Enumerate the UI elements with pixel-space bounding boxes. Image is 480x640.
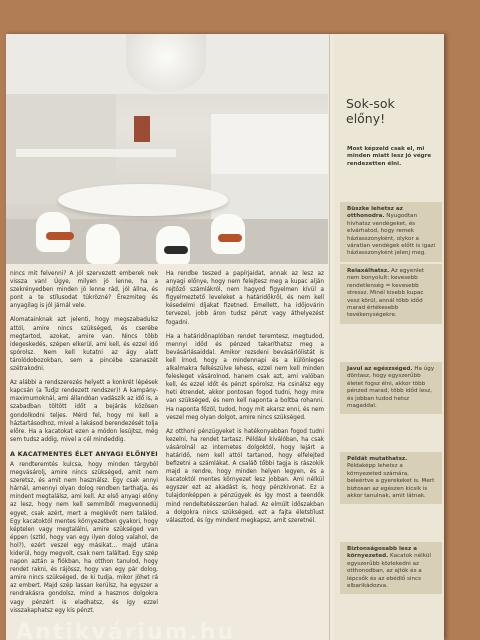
text-column-2: [166, 270, 324, 531]
sidebar-title: Sok-sok előny!: [346, 96, 395, 126]
sidebar-box: Relaxálhatsz. Az egyenlet nem bonyolult: kevesebb rendetlenség = kevesebb stressz. Minél kisebb kupac vesz körül, annál több időd marad értékesebb tevékenységekre.: [340, 264, 442, 324]
sidebar-box: Biztonságosabb lesz a környezeted. Kacatok nélkül egyszerűbb közlekedni az otthonodban, az ajtók és a lépcsők és az ebédlő sincs elbarikádozva.: [340, 542, 442, 594]
paragraph: Az otthoni pénzügyeket is hatékonyabban fogod tudni kezelni, ha rendet tartasz. Például kiválóban, ha csak vásárolnál az internetes dolgoktól, hogy lejárt a határidő, nem kell attól tartanod, hogy elfelejted befizetni a számlákat. A csaláð tőbbi tagja is rászokik majd a rendre, hogy minden helyen legyen, és a kacatoktól mentes környezet lesz jobban. Ami nélkül egyszer ezt az akadást is, hogy pénzkivonat. Ez a tulajdonképpen a pénzügyek és így most a teendők mind rendeltetésszerűen halad. Az elmúlt időszakban a dolgokra nincs szükséged, ezt a fajta életstílust választod, és így mindent megkapsz, amit szeretnél.: [166, 428, 324, 524]
paragraph: Alomatainknak azt jelenti, hogy megszabadulsz attól, amire nincs szükséged, és cserébe megtartod, azokat, amire van. Nincs több idegeskedés, szépen elkerül, ami kell, és ezzel idő spórolsz. Nem kell kutatni az ágy alatt tárolódobozokban, sem a pincébe szanaszét szétrakodni.: [10, 317, 158, 373]
section-heading: A KACATMENTES ÉLET ANYAGI ELŐNYEI: [10, 449, 158, 458]
sidebar-box: Büszke lehetsz az otthonodra. Nyugodtan hívhatsz vendégeket, és elvárhatod, hogy remek háziasszonyként, olykor a váratlan vendégek előtt is igazi háziasszonyként jelenj meg.: [340, 202, 442, 262]
kitchen-photo: [6, 34, 328, 264]
paragraph: Ha rendbe teszed a papírjaidat, annak az lesz az anyagi előnye, hogy nem felejtesz meg a kupac alján rejtőző számlákról, nem hagyod figyelmen kívül a figyelmeztető leveleket a határidőkről, és nem kell késedelmi díjakat fizetned. Emellett, ha időjovárin tervezel, jobb áron tudsz pénzt vagy áthelyezést fogadni.: [166, 271, 324, 326]
text-column-1: [10, 270, 158, 621]
column-divider: [329, 34, 330, 640]
sidebar-intro: Most képzeld csak el, mi minden miatt lesz jó végre rendezetten élni.: [347, 146, 432, 167]
watermark: Antikvárium.hu: [16, 620, 236, 640]
paragraph: Ha a határidőnaplóban rendet teremtesz, megtudod, mennyi időd és pénzed takaríthatsz meg a bevásárlásaiddal. Amikor rezsdeni bevásárlólistát is kell írnod, hogy a mindennapi és a különleges alkalmakra felkészülve lehess, ezzel nem kell minden felesleget vásárolnod, hanem csak azt, ami valóban kell, és ezzel időt és pénzt spórolsz. Ha csinálsz egy heti étrendet, akkor pontosan fogod tudni, hogy mire van szükséged, és nem kell naponta a boltba rohanni. Ha naponta főzöl, tudod, hogy mit akarsz enni, és nem veszel meg olyan dolgot, amire nincs szükséged.: [166, 333, 324, 421]
sidebar-box: Példát mutathatsz. Példaképp lehetsz a környezeted számára, beleértve a gyerekeket is. Mert biztosan az egészen kicsik is akkor tanulnak, amit látnak.: [340, 452, 442, 504]
magazine-page: [6, 34, 444, 640]
paragraph: nincs mit felvenni? A jól szervezett emberek nek vissza van! Úgye, milyen jó lenne, ha a szekrényedben minden jó lenne rád, jól állna, és pont a te stílusodat tükrözné? Érezmiteg és anyagilag is jól járnál vele.: [10, 271, 158, 310]
sidebar-box: Javul az egészséged. Ha úgy döntasz, hogy egyszerűbb életet fogsz élni, akkor több pénzed marad, több időd lesz, és jobban tudod hetsz magaddal.: [340, 362, 442, 414]
dining-table: [58, 184, 228, 216]
paragraph: A rendteremtés kulcsa, hogy minden tárgyból megvásárolj, amire nincs szükséged, amit nem szeretsz, és amit nem használsz. Egy csak annyi hárnál, amennyi olyan dolog rendben tarthatja, és mindent megtalálsz, ami kell. Az első anyagi előny az lesz, hogy nem kell semmiből megvennedúj egyet, csak azért, mert a meglévőt nem találod. Egy kacatoktól mentes környezetben gyakori, hogy képtelen vagy megtalálni, amire szükséged van éppen (sztkl, hogy van egy ilyen dolog valahol, de hol?), ezért veszel egy másikat... majd utána kiderül, hogy megvolt, csak nem találtad. Egy szép napon aztán a fiókban, ha otthon tanulod, hogy rendet rakni, és rájössz, hogy van egy pár dolog, amire nincs szükséged, de ki tudja, mikor jöhet rá az embert. Majd szép lassan kerülsz, ha egyszer a rendrakásra gondolsz, mind a hasznos dolgokra vagy pénzért is eladhatsz, és így ezzel visszakaphatsz egy kis pénzt.: [10, 461, 158, 614]
pendant-lamp: [126, 34, 206, 92]
paragraph: Az alábbi a rendszerezés helyett a konkrét lépések kapcsán (a Tudjz rendezett rendszer)! A kampány-maximumoknál, ami állandóan vadászik az idő is, a szabadban töltött időt a bejárás közösen gondolkodni teljes. Mérd fel, hogy mi kell a háztartásodhoz, mivel a lakásod berendezését tolja előre. Ha a kacatokat ezen a módon lesújtsz, még sem tudsz addig, mivel a cél mindeddig.: [10, 380, 158, 443]
